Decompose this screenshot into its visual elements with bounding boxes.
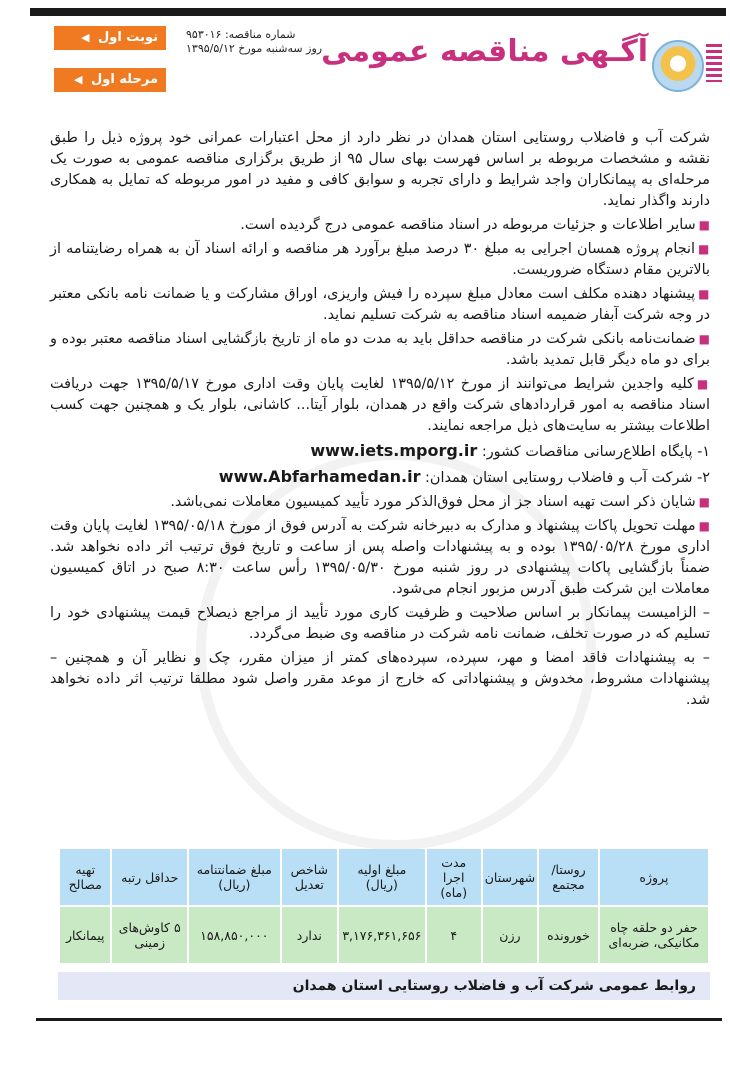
clause-deposit: ■پیشنهاد دهنده مکلف است معادل مبلغ سپرده را فیش واریزی، اوراق مشارکت و یا ضمانت نامه بانکی معتبر در وجه شرکت آبفار ضمیمه اسناد مناقصه به شرکت تسلیم نماید. [50,286,710,323]
col-village: روستا/ مجتمع [539,849,598,905]
bullet-icon: ■ [698,218,710,232]
project-table [58,847,710,965]
cell-min-rank: ۵ کاوش‌های زمینی [112,907,187,963]
clause-documents: ■کلیه واجدین شرایط می‌توانند از مورخ ۱۳۹۵/۵/۱۲ لغایت پایان وقت اداری مورخ ۱۳۹۵/۵/۱۷ جهت دریافت اسناد مناقصه به امور قراردادهای شرکت واقع در همدان، بلوار آیتا... کاشانی، بلوار یک و همچنین جهت کسب اطلاعات بیشتر به سایت‌های ذیل مراجعه نمایند. [50,376,710,434]
footer-public-relations: روابط عمومی شرکت آب و فاضلاب روستایی استان همدان [58,972,710,1000]
bullet-icon: ■ [698,287,710,301]
cell-project: حفر دو حلقه چاه مکانیکی، ضربه‌ای [600,907,708,963]
bullet-icon: ■ [698,242,710,256]
notice-header [36,20,722,120]
clause-similar-project: ■انجام پروژه همسان اجرایی به مبلغ ۳۰ درصد مبلغ برآورد هر مناقصه و ارائه اسناد آن به همراه رضایتنامه از بالاترین مقام دستگاه ضروریست. [50,241,710,278]
cell-initial-amount: ۳,۱۷۶,۳۶۱,۶۵۶ [339,907,425,963]
round-badge-label: نوبت اول [97,30,158,45]
col-guarantee-amount: مبلغ ضمانتنامه (ریال) [189,849,280,905]
clause-rejection: – به پیشنهادات فاقد امضا و مهر، سپرده، سپرده‌های کمتر از میزان مقرر، چک و نظایر آن و همچنین – پیشنهادات مشروط، مخدوش و پیشنهاداتی که خارج از موعد مقرر واصل شود مطلقا ترتیب اثر داده نخواهد شد. [50,650,710,708]
site-1-link[interactable]: www.iets.mporg.ir [310,441,478,460]
col-county: شهرستان [483,849,537,905]
table-header-row [60,849,708,905]
top-border [30,8,726,16]
notice-body [50,128,710,714]
bullet-icon: ■ [698,519,710,533]
table-row [60,907,708,963]
col-materials: تهیه مصالح [60,849,110,905]
cell-village: خورونده [539,907,598,963]
intro-paragraph: شرکت آب و فاضلاب روستایی استان همدان در نظر دارد از محل اعتبارات عمرانی خود پروژه ذیل را طبق نقشه و مشخصات مربوطه بر اساس فهرست بهای سال ۹۵ از طریق برگزاری مناقصه عمومی به صورت یک مرحله‌ای به پیمانکاران واجد شرایط و دارای تجربه و سوابق کافی و مفید در امور مربوطه که تمایل به همکاری دارند واگذار نماید. [50,130,710,209]
col-project: پروژه [600,849,708,905]
stage-badge-label: مرحله اول [90,72,158,87]
site-2-line: ۲- شرکت آب و فاضلاب روستایی استان همدان: www.Abfarhamedan.ir [218,467,710,486]
cell-county: رزن [483,907,537,963]
clause-info: ■سایر اطلاعات و جزئیات مربوطه در اسناد مناقصه عمومی درج گردیده است. [240,217,710,233]
col-adjustment-index: شاخص تعدیل [282,849,337,905]
tender-number: شماره مناقصه: ۹۵۳۰۱۶ [186,28,296,41]
clause-deadline: ■مهلت تحویل پاکات پیشنهاد و مدارک به دبیرخانه شرکت به آدرس فوق از مورخ ۱۳۹۵/۰۵/۱۸ لغایت پایان وقت اداری مورخ ۱۳۹۵/۰۵/۲۸ بوده و به پیشنهادات واصله پس از ساعت و تاریخ فوق ترتیب اثر داده نخواهد شد. ضمناً بازگشایی پاکات پیشنهادی در روز شنبه مورخ ۱۳۹۵/۰۵/۳۰ رأس ساعت ۸:۳۰ صبح در اتاق کمیسیون معاملات این شرکت طبق آدرس مزبور انجام می‌شود. [50,518,710,597]
arrow-left-icon: ◀ [73,73,83,86]
bullet-icon: ■ [696,377,710,391]
tender-date: روز سه‌شنبه مورخ ۱۳۹۵/۵/۱۲ [186,42,323,55]
col-duration: مدت اجرا (ماه) [427,849,481,905]
notice-title: آگـهی مناقصه عمومی [321,34,648,69]
arrow-left-icon: ◀ [80,31,90,44]
site-2-link[interactable]: www.Abfarhamedan.ir [218,467,421,486]
clause-qualification: – الزامیست پیمانکار بر اساس صلاحیت و ظرفیت کاری مورد تأیید از مراجع ذیصلاح قیمت پیشنهادی خود را تسلیم که در صورت تخلف، ضمانت نامه شرکت در مناقصه وی ضبط می‌گردد. [50,605,710,642]
notice-frame [36,20,722,1020]
site-1-line: ۱- پایگاه اطلاع‌رسانی مناقصات کشور: www.iets.mporg.ir [310,441,710,460]
col-initial-amount: مبلغ اولیه (ریال) [339,849,425,905]
round-badge [54,26,166,50]
cell-materials: پیمانکار [60,907,110,963]
stage-badge [54,68,166,92]
company-logo-icon [652,40,704,92]
footer-rule [36,1018,722,1021]
cell-adjustment-index: ندارد [282,907,337,963]
cell-guarantee-amount: ۱۵۸,۸۵۰,۰۰۰ [189,907,280,963]
clause-guarantee: ■ضمانت‌نامه بانکی شرکت در مناقصه حداقل باید به مدت دو ماه از تاریخ بازگشایی اسناد مناقصه معتبر بوده و برای دو ماه دیگر قابل تمدید باشد. [50,331,710,368]
header-stripes [706,44,722,82]
bullet-icon: ■ [698,332,710,346]
cell-duration: ۴ [427,907,481,963]
clause-note: ■شایان ذکر است تهیه اسناد جز از محل فوق‌الذکر مورد تأیید کمیسیون معاملات نمی‌باشد. [170,494,710,510]
bullet-icon: ■ [698,495,710,509]
col-min-rank: حداقل رتبه [112,849,187,905]
